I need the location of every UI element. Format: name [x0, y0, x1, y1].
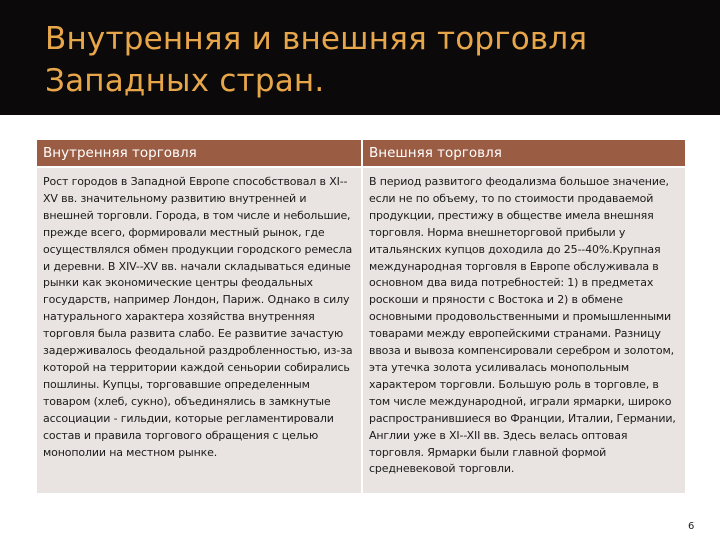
- header-external-trade: Внешняя торговля: [369, 145, 502, 161]
- table-row: [37, 168, 685, 493]
- title-bar: [0, 0, 720, 115]
- internal-trade-text: Рост городов в Западной Европе способствовал в XI--XV вв. значительному развитию внутренней и внешней торговли. Города, в том числе и небольшие, прежде всего, формировали местный рынок, где осуществлялся обмен продукции городского ремесла и деревни. В XIV--XV вв. начали складываться единые рынки как экономические центры феодальных государств, например Лондон, Париж. Однако в силу натурального характера хозяйства внутренняя торговля была развита слабо. Ее развитие зачастую задерживалось феодальной раздробленностью, из-за которой на территории каждой сеньории собирались пошлины. Купцы, торговавшие определенным товаром (хлеб, сукно), объединялись в замкнутые ассоциации - гильдии, которые регламентировали состав и правила торгового обращения с целью монополии на местном рынке.: [43, 175, 353, 459]
- slide-title: Внутренняя и внешняя торговля Западных стран.: [45, 21, 588, 99]
- external-trade-text: В период развитого феодализма большое значение, если не по объему, то по стоимости продаваемой продукции, престижу в обществе имела внешняя торговля. Норма внешнеторговой прибыли у итальянских купцов доходила до 25--40%.Крупная международная торговля в Европе обслуживала в основном два вида потребностей: 1) в предметах роскоши и пряности с Востока и 2) в обмене основными продовольственными и промышленными товарами между европейскими странами. Разницу ввоза и вывоза компенсировали серебром и золотом, эта утечка золота усиливалась монопольным характером торговли. Большую роль в торговле, в том числе международной, играли ярмарки, широко распространившиеся во Франции, Италии, Германии, Англии уже в XI--XII вв. Здесь велась оптовая торговля. Ярмарки были главной формой средневековой торговли.: [369, 175, 676, 476]
- table-header-row: [37, 140, 685, 168]
- header-internal-trade: Внутренняя торговля: [43, 145, 197, 161]
- page-number: 6: [688, 521, 695, 532]
- comparison-table: [37, 140, 685, 493]
